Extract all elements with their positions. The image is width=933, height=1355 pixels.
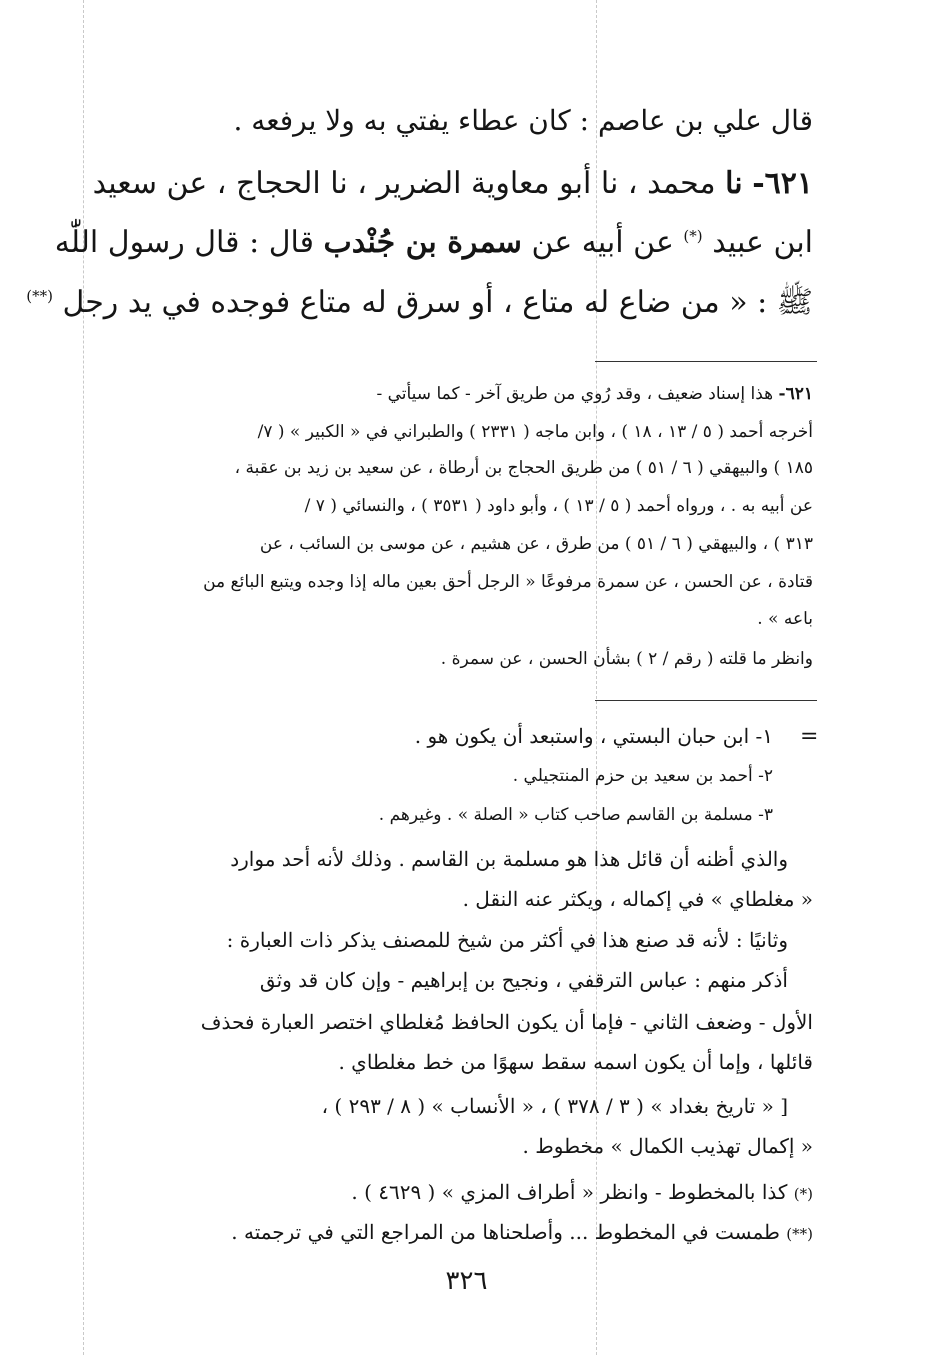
- footnote-line-3: ١٨٥ ) والبيهقي ( ٦ / ٥١ ) من طريق الحجاج بن أرطاة ، عن سعيد بن زيد بن عقبة ،: [234, 458, 813, 478]
- main-line-3-a: ابن عبيد: [712, 225, 813, 260]
- notes-para-2: « مغلطاي » في إكماله ، ويكثر عنه النقل .: [462, 887, 813, 911]
- sub-note-2: [113, 1220, 813, 1244]
- main-line-2: [92, 166, 813, 201]
- sub-note-2-mark: (**): [786, 1225, 813, 1243]
- scan-guide-line: [83, 0, 84, 1355]
- footnote-line-5: ٣١٣ ) ، والبيهقي ( ٦ / ٥١ ) من طرق ، عن هشيم ، عن موسى بن السائب ، عن: [259, 534, 813, 554]
- main-line-1: قال علي بن عاصم : كان عطاء يفتي به ولا يرفعه .: [233, 104, 813, 137]
- sub-note-1-text: كذا بالمخطوط - وانظر « أطراف المزي » ( ٤٦٢٩ ) .: [351, 1180, 788, 1204]
- footnote-line-8: وانظر ما قلته ( رقم / ٢ ) بشأن الحسن ، عن سمرة .: [440, 649, 813, 669]
- notes-para-7: [ « تاريخ بغداد » ( ٣ / ٣٧٨ ) ، « الأنساب » ( ٨ / ٢٩٣ ) ،: [321, 1094, 788, 1118]
- hadith-number: ٦٢١-: [752, 166, 813, 201]
- sub-note-1: [113, 1180, 813, 1204]
- footnote-separator: [595, 361, 817, 362]
- notes-item-2: ٢- أحمد بن سعيد بن حزم المنتجيلي .: [512, 766, 773, 786]
- footnote-line-6: قتادة ، عن الحسن ، عن سمرة مرفوعًا « الرجل أحق بعين ماله إذا وجده ويتبع البائع من: [203, 572, 813, 592]
- sub-note-1-mark: (*): [793, 1185, 813, 1203]
- footnote-mark-2: (**): [26, 287, 53, 305]
- hadith-na: نا: [725, 166, 743, 201]
- notes-para-8: « إكمال تهذيب الكمال » مخطوط .: [522, 1134, 813, 1158]
- footnote-line-1-text: هذا إسناد ضعيف ، وقد رُوي من طريق آخر - كما سيأتي -: [376, 384, 774, 404]
- main-line-3-b: عن أبيه عن: [531, 225, 674, 260]
- main-line-4-text: ﷺ : « من ضاع له متاع ، أو سرق له متاع فوجده في يد رجل: [62, 285, 813, 320]
- footnote-line-2: أخرجه أحمد ( ٥ / ١٣ ، ١٨ ) ، وابن ماجه ( ٢٣٣١ ) والطبراني في « الكبير » ( ٧/: [257, 422, 813, 442]
- sub-note-2-text: طمست في المخطوط ... وأصلحناها من المراجع التي في ترجمته .: [231, 1220, 780, 1244]
- main-line-3-c: قال : قال رسول اللّٰه: [54, 225, 314, 260]
- footnote-mark-1: (*): [683, 227, 703, 245]
- notes-para-6: قائلها ، وإما أن يكون اسمه سقط سهوًا من خط مغلطاي .: [338, 1050, 813, 1074]
- notes-para-3: وثانيًا : لأنه قد صنع هذا في أكثر من شيخ للمصنف يذكر ذات العبارة :: [226, 928, 788, 952]
- footnote-line-1: [113, 384, 813, 404]
- notes-para-5: الأول - وضعف الثاني - فإما أن يكون الحافظ مُغلطاي اختصر العبارة فحذف: [200, 1010, 813, 1034]
- page-number: ٣٢٦: [445, 1266, 488, 1296]
- footnote-number: ٦٢١-: [778, 384, 813, 404]
- main-line-2-text: محمد ، نا أبو معاوية الضرير ، نا الحجاج ، عن سعيد: [92, 166, 716, 201]
- footnote-line-4: عن أبيه به . ، ورواه أحمد ( ٥ / ١٣ ) ، وأبو داود ( ٣٥٣١ ) ، والنسائي ( ٧ /: [304, 496, 813, 516]
- notes-para-4: أذكر منهم : عباس الترقفي ، ونجيح بن إبراهيم - وإن كان قد وثق: [259, 968, 788, 992]
- continuation-mark: =: [800, 724, 819, 749]
- main-line-4: [26, 284, 813, 327]
- narrator-name: سمرة بن جُنْدب: [323, 225, 522, 260]
- notes-item-1: ١- ابن حبان البستي ، واستبعد أن يكون هو .: [414, 724, 773, 748]
- notes-para-1: والذي أظنه أن قائل هذا هو مسلمة بن القاسم . وذلك لأنه أحد موارد: [230, 847, 788, 871]
- footnote-line-7: باعه » .: [757, 609, 813, 629]
- notes-separator: [595, 700, 817, 701]
- main-line-3: [54, 225, 813, 260]
- notes-item-3: ٣- مسلمة بن القاسم صاحب كتاب « الصلة » . وغيرهم .: [378, 805, 773, 825]
